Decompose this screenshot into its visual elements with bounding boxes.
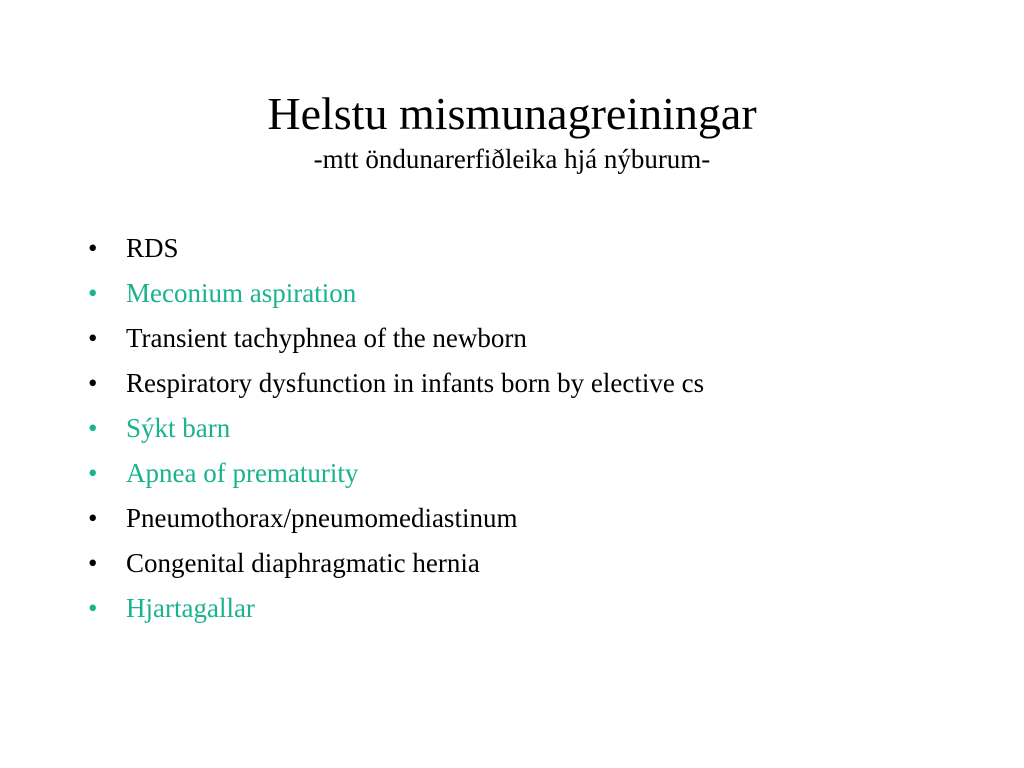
slide-title: Helstu mismunagreiningar <box>267 88 757 139</box>
bullet-text: Congenital diaphragmatic hernia <box>126 548 480 578</box>
title-block <box>0 86 1024 176</box>
bullet-text: Respiratory dysfunction in infants born by elective cs <box>126 368 705 398</box>
bullet-icon: • <box>88 458 98 488</box>
bullet-icon: • <box>88 278 98 308</box>
bullet-item <box>88 406 704 451</box>
bullet-list <box>88 226 704 631</box>
bullet-text: Sýkt barn <box>126 413 231 443</box>
bullet-item <box>88 586 704 631</box>
bullet-item <box>88 541 704 586</box>
bullet-item <box>88 316 704 361</box>
bullet-text: Meconium aspiration <box>126 278 357 308</box>
bullet-text: Hjartagallar <box>126 593 255 623</box>
bullet-item <box>88 271 704 316</box>
bullet-text: Pneumothorax/pneumomediastinum <box>126 503 518 533</box>
slide-subtitle: -mtt öndunarerfiðleika hjá nýburum- <box>313 144 711 174</box>
bullet-text: Apnea of prematurity <box>126 458 359 488</box>
bullet-text: Transient tachyphnea of the newborn <box>126 323 527 353</box>
bullet-icon: • <box>88 593 98 623</box>
bullet-icon: • <box>88 413 98 443</box>
bullet-text: RDS <box>126 233 179 263</box>
bullet-icon: • <box>88 548 98 578</box>
bullet-item <box>88 451 704 496</box>
bullet-item <box>88 226 704 271</box>
bullet-icon: • <box>88 368 98 398</box>
bullet-item <box>88 496 704 541</box>
bullet-item <box>88 361 704 406</box>
bullet-icon: • <box>88 323 98 353</box>
bullet-icon: • <box>88 233 98 263</box>
bullet-icon: • <box>88 503 98 533</box>
